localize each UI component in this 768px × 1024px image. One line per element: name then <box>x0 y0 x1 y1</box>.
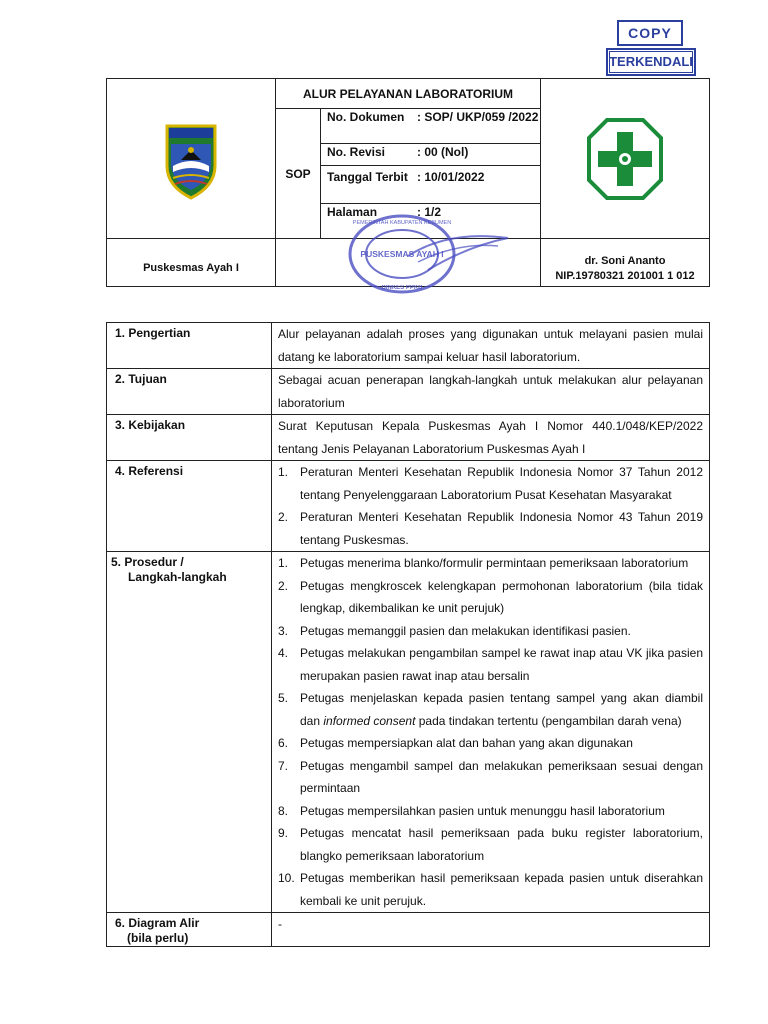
terkendali-label: TERKENDALI <box>609 54 693 69</box>
meta-label-tanggal: Tanggal Terbit <box>321 165 411 203</box>
list-item: 8. Petugas mempersilahkan pasien untuk menunggu hasil laboratorium <box>278 803 665 818</box>
seal-center-text: PUSKESMAS AYAH I <box>360 249 444 259</box>
row-referensi <box>107 461 710 552</box>
list-item: 7. Petugas mengambil sampel dan melakukan pemeriksaan sesuai dengan permintaan <box>278 758 703 795</box>
label-pengertian: 1. Pengertian <box>107 323 272 369</box>
meta-value-revisi: : 00 (Nol) <box>411 143 540 165</box>
list-item: 10. Petugas memberikan hasil pemeriksaan kepada pasien untuk diserahkan kembali ke unit perujuk. <box>278 871 703 908</box>
list-item: 3. Petugas memanggil pasien dan melakukan identifikasi pasien. <box>278 623 631 638</box>
sop-content-table <box>106 322 710 947</box>
regency-logo-cell <box>107 79 276 239</box>
puskesmas-logo-icon <box>587 118 663 200</box>
label-tujuan: 2. Tujuan <box>107 369 272 415</box>
label-kebijakan: 3. Kebijakan <box>107 415 272 461</box>
seal-ring-bottom-text: DINKES PPKB <box>381 285 423 291</box>
signer-name: dr. Soni Ananto <box>584 255 666 267</box>
copy-stamp: COPY <box>617 20 683 46</box>
meta-label-halaman: Halaman <box>327 204 378 219</box>
meta-label-revisi: No. Revisi <box>321 143 411 165</box>
label-referensi: 4. Referensi <box>107 461 272 552</box>
text-pengertian: Alur pelayanan adalah proses yang digunakan untuk melayani pasien mulai datang ke laboratorium sampai keluar hasil laboratorium. <box>272 323 710 369</box>
list-item: 1. Peraturan Menteri Kesehatan Republik Indonesia Nomor 37 Tahun 2012 tentang Penyelenggaraan Laboratorium Pusat Kesehatan Masyarakat <box>278 465 703 502</box>
organization-name: Puskesmas Ayah I <box>107 239 276 287</box>
puskesmas-seal-stamp <box>348 212 514 294</box>
list-item: 6. Petugas mempersiapkan alat dan bahan yang akan digunakan <box>278 736 633 750</box>
label-diagram-line1: 6. Diagram Alir <box>115 916 200 930</box>
row-kebijakan <box>107 415 710 461</box>
label-prosedur-line2: Langkah-langkah <box>128 570 227 584</box>
meta-value-tanggal: : 10/01/2022 <box>411 165 540 203</box>
puskesmas-logo-cell <box>541 79 710 239</box>
text-tujuan: Sebagai acuan penerapan langkah-langkah untuk melakukan alur pelayanan laboratorium <box>272 369 710 415</box>
list-referensi <box>272 461 710 552</box>
list-item: 1. Petugas menerima blanko/formulir permintaan pemeriksaan laboratorium <box>278 556 689 570</box>
list-item: 4. Petugas melakukan pengambilan sampel ke rawat inap atau VK jika pasien merupakan pasien rawat inap atau bersalin <box>278 646 703 683</box>
meta-value-halaman: : 1/2 <box>417 204 442 219</box>
list-prosedur <box>272 552 710 913</box>
label-diagram-line2: (bila perlu) <box>127 931 189 945</box>
row-prosedur <box>107 552 710 913</box>
list-item: 9. Petugas mencatat hasil pemeriksaan pada buku register laboratorium, blangko pemeriksaan laboratorium <box>278 826 703 863</box>
list-item: 2. Petugas mengkroscek kelengkapan permohonan laboratorium (bila tidak lengkap, dikembalikan ke unit perujuk) <box>278 578 703 615</box>
row-pengertian <box>107 323 710 369</box>
document-title: ALUR PELAYANAN LABORATORIUM <box>276 79 541 109</box>
list-item: 2. Peraturan Menteri Kesehatan Republik Indonesia Nomor 43 Tahun 2019 tentang Puskesmas. <box>278 510 703 547</box>
meta-value-nodok: : SOP/ UKP/059 /2022 <box>411 109 540 143</box>
sop-label: SOP <box>276 109 321 239</box>
seal-ring-top-text: PEMERINTAH KABUPATEN KEBUMEN <box>352 220 452 226</box>
signer-cell <box>541 239 710 287</box>
row-diagram <box>107 913 710 947</box>
label-prosedur <box>107 552 272 913</box>
meta-label-nodok: No. Dokumen <box>321 109 411 143</box>
text-diagram: - <box>272 913 710 947</box>
signer-nip: NIP.19780321 201001 1 012 <box>555 270 695 282</box>
text-kebijakan: Surat Keputusan Kepala Puskesmas Ayah I Nomor 440.1/048/KEP/2022 tentang Jenis Pelayanan Laboratorium Puskesmas Ayah I <box>272 415 710 461</box>
terkendali-stamp <box>606 48 696 76</box>
label-diagram <box>107 913 272 947</box>
row-tujuan <box>107 369 710 415</box>
label-prosedur-line1: 5. Prosedur / <box>111 555 184 569</box>
kebumen-crest-icon <box>163 120 219 200</box>
list-item: 5. Petugas menjelaskan kepada pasien tentang sampel yang akan diambil dan informed consent pada tindakan tertentu (pengambilan darah vena) <box>278 691 703 728</box>
